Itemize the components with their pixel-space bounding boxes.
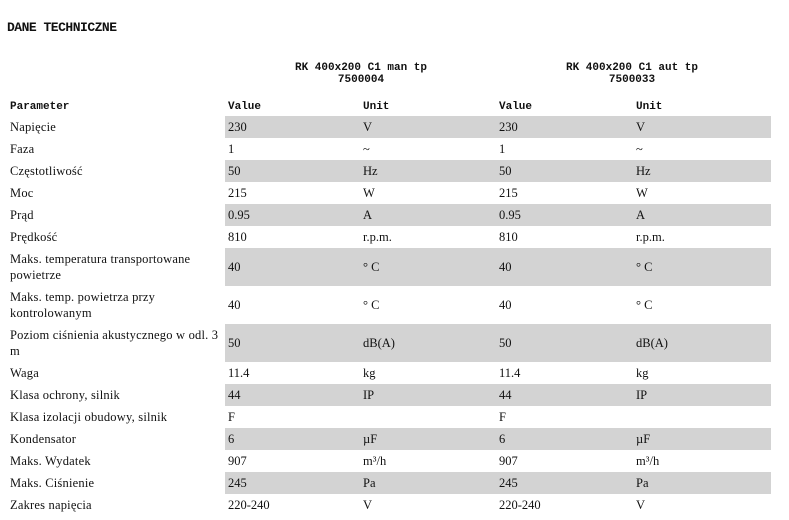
value-cell-2: 50	[496, 324, 633, 362]
table-row	[7, 248, 771, 286]
product-name-2: RK 400x200 C1 aut tp	[565, 62, 699, 74]
parameter-label: Prąd	[10, 208, 34, 222]
value-cell-2: 11.4	[499, 366, 521, 380]
unit-cell-1: dB(A)	[360, 324, 496, 362]
unit-cell-1: V	[360, 116, 496, 138]
product-header-1	[281, 62, 441, 86]
unit-cell-2: µF	[633, 428, 771, 450]
parameter-label: Maks. temperatura transportowane powietrze	[10, 252, 191, 282]
parameter-label: Kondensator	[10, 432, 77, 446]
value-cell-2: 44	[496, 384, 633, 406]
unit-cell-1: W	[363, 186, 375, 200]
table-row	[7, 494, 771, 516]
value-cell-1: 40	[228, 298, 241, 312]
table-row	[7, 406, 771, 428]
value-cell-1: 50	[225, 324, 360, 362]
value-cell-2: 40	[499, 298, 512, 312]
value-cell-1: 40	[225, 248, 360, 286]
spec-table	[7, 97, 771, 516]
value-cell-2: 1	[499, 142, 506, 156]
unit-cell-2: r.p.m.	[636, 230, 665, 244]
table-row	[7, 138, 771, 160]
value-cell-2: 215	[499, 186, 518, 200]
parameter-label: Częstotliwość	[10, 164, 83, 178]
unit-cell-2: Hz	[633, 160, 771, 182]
parameter-label: Maks. Ciśnienie	[10, 476, 95, 490]
value-cell-1: 230	[225, 116, 360, 138]
product-code-1: 7500004	[337, 74, 385, 86]
unit-cell-1: IP	[360, 384, 496, 406]
parameter-label: Napięcie	[10, 120, 57, 134]
parameter-label: Zakres napięcia	[10, 498, 92, 512]
table-row	[7, 286, 771, 324]
value-cell-1: 215	[228, 186, 247, 200]
parameter-label: Faza	[10, 142, 35, 156]
value-cell-1: 0.95	[225, 204, 360, 226]
value-cell-1: 907	[228, 454, 247, 468]
page-title: DANE TECHNICZNE	[7, 20, 117, 35]
product-code-2: 7500033	[608, 74, 656, 86]
value-cell-1: F	[228, 410, 235, 424]
parameter-label: Poziom ciśnienia akustycznego w odl. 3 m	[10, 328, 219, 358]
unit-cell-2: ° C	[636, 298, 653, 312]
value-cell-2: 40	[496, 248, 633, 286]
parameter-label: Waga	[10, 366, 39, 380]
header-value-2: Value	[499, 100, 533, 113]
unit-cell-1: ° C	[360, 248, 496, 286]
table-row	[7, 226, 771, 248]
header-row	[7, 97, 771, 116]
unit-cell-1: A	[360, 204, 496, 226]
table-row	[7, 324, 771, 362]
parameter-label: Klasa izolacji obudowy, silnik	[10, 410, 168, 424]
unit-cell-1: kg	[363, 366, 376, 380]
value-cell-1: 6	[225, 428, 360, 450]
table-row	[7, 204, 771, 226]
value-cell-2: 6	[496, 428, 633, 450]
unit-cell-1: Hz	[360, 160, 496, 182]
unit-cell-2: ° C	[633, 248, 771, 286]
parameter-label: Prędkość	[10, 230, 58, 244]
unit-cell-2: dB(A)	[633, 324, 771, 362]
value-cell-1: 50	[225, 160, 360, 182]
value-cell-1: 11.4	[228, 366, 250, 380]
value-cell-2: 245	[496, 472, 633, 494]
unit-cell-1: m³/h	[363, 454, 387, 468]
table-row	[7, 160, 771, 182]
unit-cell-2	[633, 406, 771, 428]
value-cell-2: 907	[499, 454, 518, 468]
header-value-1: Value	[228, 100, 262, 113]
product-name-1: RK 400x200 C1 man tp	[294, 62, 428, 74]
value-cell-1: 810	[228, 230, 247, 244]
value-cell-2: 810	[499, 230, 518, 244]
unit-cell-1	[360, 406, 496, 428]
unit-cell-1: ~	[363, 142, 370, 156]
unit-cell-2: Pa	[633, 472, 771, 494]
unit-cell-1: V	[363, 498, 373, 512]
parameter-label: Maks. temp. powietrza przy kontrolowanym	[10, 290, 156, 320]
unit-cell-1: r.p.m.	[363, 230, 392, 244]
value-cell-2: 0.95	[496, 204, 633, 226]
value-cell-1: 1	[228, 142, 235, 156]
value-cell-2: 220-240	[499, 498, 541, 512]
product-header-2	[552, 62, 712, 86]
table-row	[7, 472, 771, 494]
value-cell-2: 50	[496, 160, 633, 182]
value-cell-1: 44	[225, 384, 360, 406]
header-unit-2: Unit	[636, 100, 663, 113]
unit-cell-2: V	[636, 498, 646, 512]
header-parameter: Parameter	[10, 100, 70, 113]
unit-cell-2: IP	[633, 384, 771, 406]
unit-cell-2: V	[633, 116, 771, 138]
unit-cell-2: kg	[636, 366, 649, 380]
value-cell-2: 230	[496, 116, 633, 138]
table-row	[7, 450, 771, 472]
table-row	[7, 116, 771, 138]
unit-cell-1: Pa	[360, 472, 496, 494]
unit-cell-2: ~	[636, 142, 643, 156]
unit-cell-1: µF	[360, 428, 496, 450]
unit-cell-2: A	[633, 204, 771, 226]
value-cell-1: 220-240	[228, 498, 270, 512]
parameter-label: Klasa ochrony, silnik	[10, 388, 120, 402]
table-row	[7, 182, 771, 204]
unit-cell-2: W	[636, 186, 648, 200]
value-cell-2: F	[499, 410, 506, 424]
table-row	[7, 428, 771, 450]
value-cell-1: 245	[225, 472, 360, 494]
unit-cell-2: m³/h	[636, 454, 660, 468]
header-unit-1: Unit	[363, 100, 390, 113]
unit-cell-1: ° C	[363, 298, 380, 312]
table-row	[7, 384, 771, 406]
parameter-label: Maks. Wydatek	[10, 454, 91, 468]
parameter-label: Moc	[10, 186, 34, 200]
table-row	[7, 362, 771, 384]
